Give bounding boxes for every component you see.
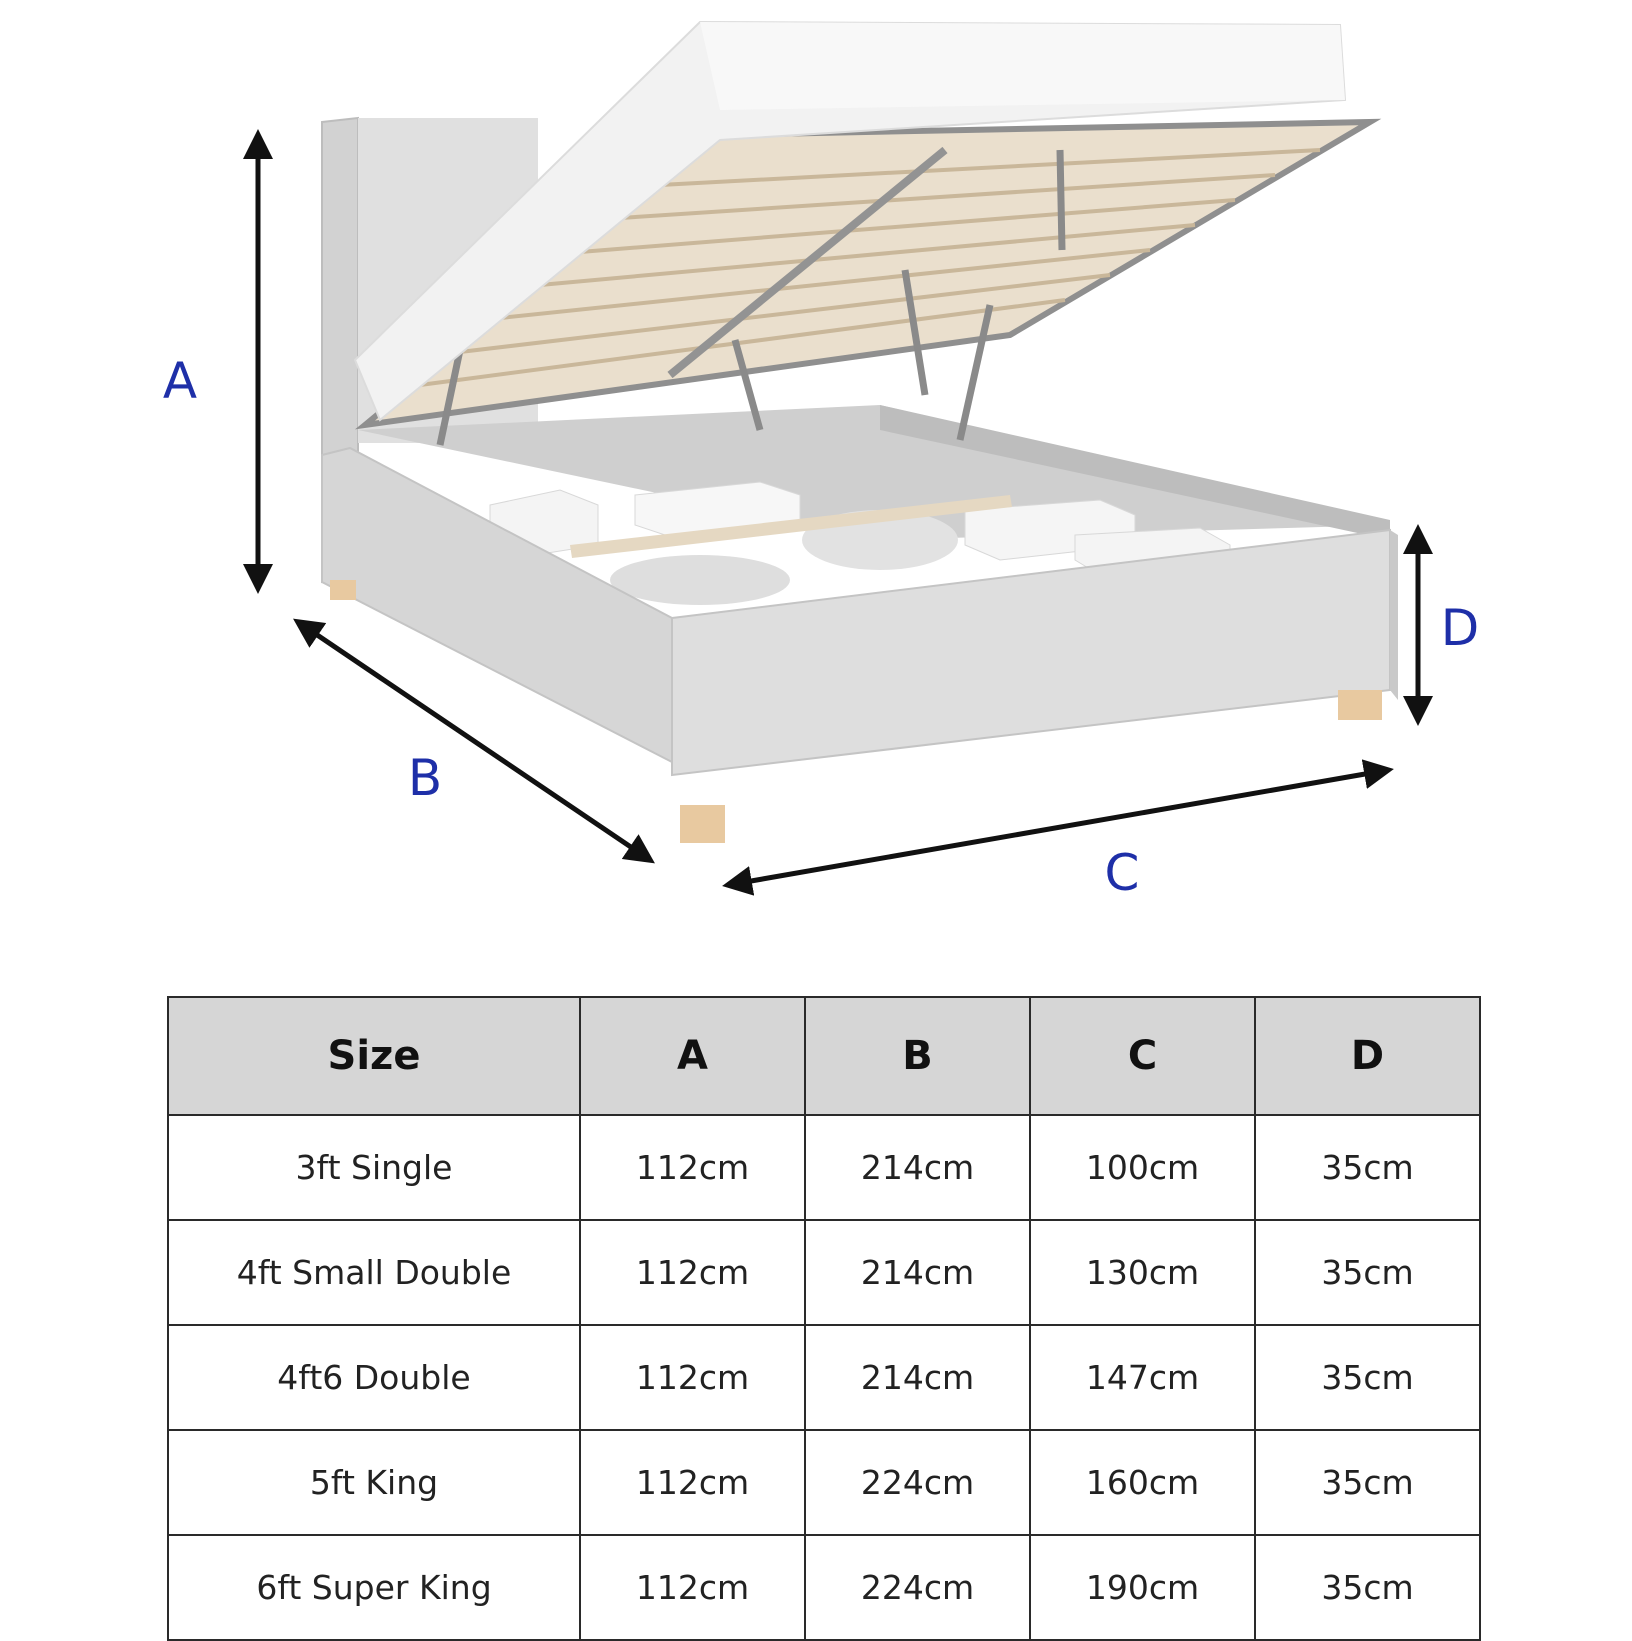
cell-b: 214cm (805, 1115, 1030, 1220)
table-row (168, 1115, 1480, 1220)
cell-c: 130cm (1030, 1220, 1255, 1325)
table-row (168, 1220, 1480, 1325)
cell-d: 35cm (1255, 1115, 1480, 1220)
cell-d: 35cm (1255, 1220, 1480, 1325)
cell-c: 100cm (1030, 1115, 1255, 1220)
header-size: Size (168, 997, 580, 1115)
cell-size: 6ft Super King (168, 1535, 580, 1640)
cell-a: 112cm (580, 1535, 805, 1640)
cell-size: 3ft Single (168, 1115, 580, 1220)
table-row (168, 1535, 1480, 1640)
cell-size: 4ft6 Double (168, 1325, 580, 1430)
cell-d: 35cm (1255, 1535, 1480, 1640)
dimension-label-a: A (162, 352, 198, 410)
cell-size: 4ft Small Double (168, 1220, 580, 1325)
size-dimensions-table (167, 996, 1481, 1641)
cell-b: 224cm (805, 1430, 1030, 1535)
table-row (168, 1430, 1480, 1535)
cell-size: 5ft King (168, 1430, 580, 1535)
cell-a: 112cm (580, 1220, 805, 1325)
header-c: C (1030, 997, 1255, 1115)
ottoman-bed-illustration (322, 22, 1398, 843)
cell-a: 112cm (580, 1115, 805, 1220)
table-row (168, 1325, 1480, 1430)
dimension-arrow-c (728, 770, 1388, 885)
cell-d: 35cm (1255, 1325, 1480, 1430)
cell-c: 160cm (1030, 1430, 1255, 1535)
dimension-label-b: B (407, 749, 443, 807)
cell-a: 112cm (580, 1430, 805, 1535)
dimension-label-c: C (1104, 844, 1140, 902)
cell-b: 224cm (805, 1535, 1030, 1640)
cell-b: 214cm (805, 1220, 1030, 1325)
cell-d: 35cm (1255, 1430, 1480, 1535)
cell-a: 112cm (580, 1325, 805, 1430)
cell-c: 147cm (1030, 1325, 1255, 1430)
table-header-row (168, 997, 1480, 1115)
header-b: B (805, 997, 1030, 1115)
header-d: D (1255, 997, 1480, 1115)
dimension-label-d: D (1440, 599, 1480, 657)
header-a: A (580, 997, 805, 1115)
cell-c: 190cm (1030, 1535, 1255, 1640)
cell-b: 214cm (805, 1325, 1030, 1430)
